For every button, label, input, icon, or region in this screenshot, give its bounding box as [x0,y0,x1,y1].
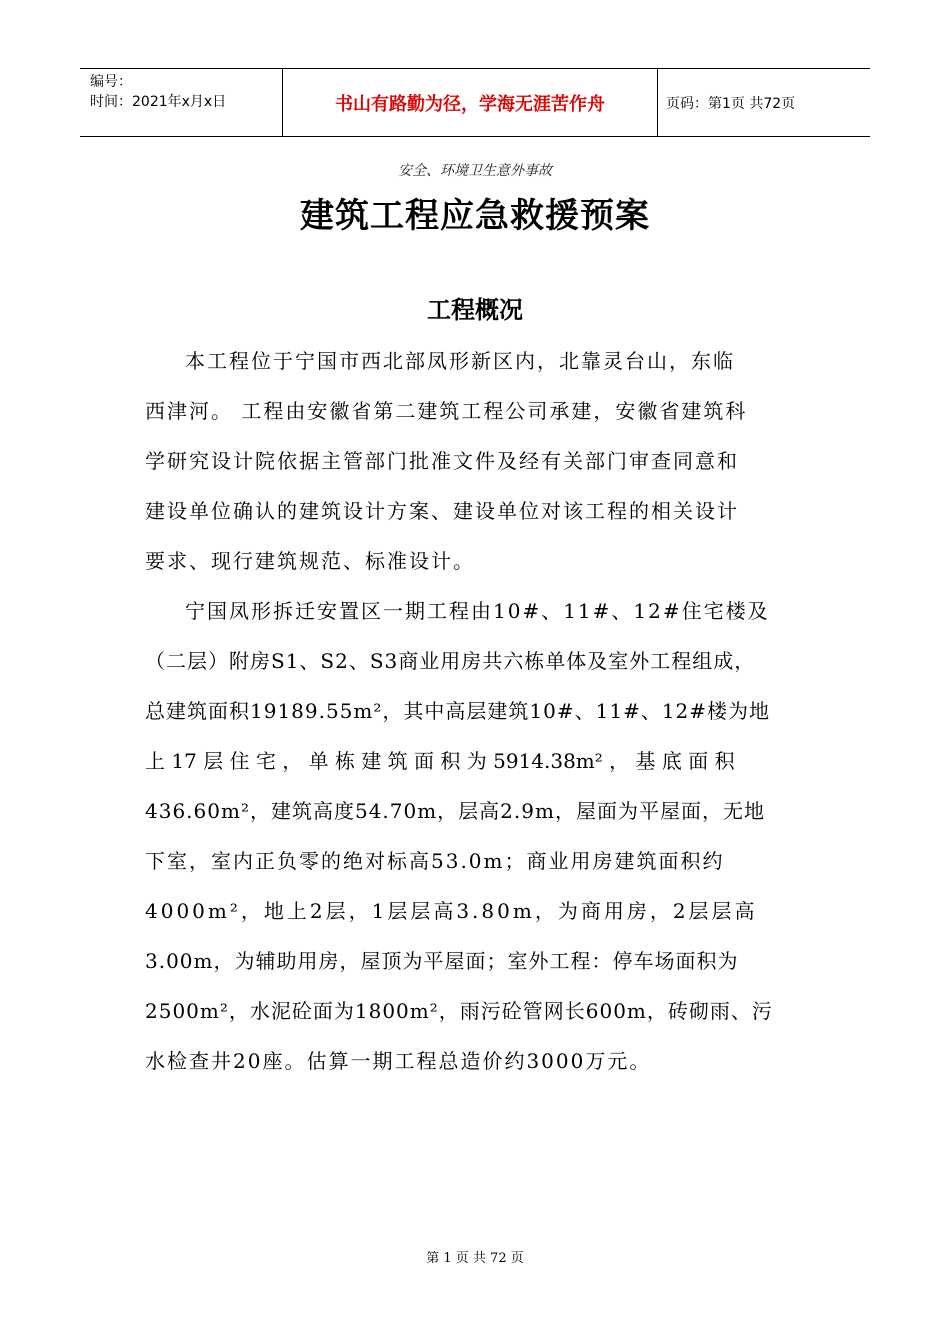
p2-line: 宁国凤形拆迁安置区一期工程由10#、11#、12#住宅楼及 [185,599,770,623]
p2-line: 4000m²，地上2层，1层层高3.80m，为商用房，2层层高 [145,899,758,923]
page-header [80,68,870,137]
number-label: 编号： [90,74,132,90]
header-meta [80,69,282,136]
p2-line: 下室，室内正负零的绝对标高53.0m；商业用房建筑面积约 [145,849,725,873]
p2-line: 总建筑面积19189.55m²，其中高层建筑10#、11#、12#楼为地 [145,699,771,723]
p2-line: 水检查井20座。估算一期工程总造价约3000万元。 [145,1049,652,1073]
header-motto: 书山有路勤为径，学海无涯苦作舟 [282,69,658,136]
p1-line: 学研究设计院依据主管部门批准文件及经有关部门审查同意和 [145,449,739,473]
p2-line: （二层）附房S1、S2、S3商业用房共六栋单体及室外工程组成， [145,649,756,673]
p2-line: 2500m²，水泥砼面为1800m²，雨污砼管网长600m，砖砌雨、污 [145,999,773,1023]
p1-line: 本工程位于宁国市西北部凤形新区内，北靠灵台山，东临 [185,349,735,373]
doc-subtitle: 安全、环境卫生意外事故 [398,163,552,179]
page-footer: 第 1 页 共 72 页 [426,1251,524,1266]
section-title: 工程概况 [427,296,523,324]
header-page-info: 页码：第1页 共72页 [666,95,796,112]
p2-line: 436.60m²，建筑高度54.70m，层高2.9m，屋面为平屋面，无地 [145,799,765,823]
time-label: 时间：2021年x月x日 [90,94,227,110]
p1-line: 要求、现行建筑规范、标准设计。 [145,549,475,573]
p2-line: 上 17 层 住 宅 ， 单 栋 建 筑 面 积 为 5914.38m² ， 基 底 面 积 [145,749,735,773]
doc-title: 建筑工程应急救援预案 [300,196,650,236]
p2-line: 3.00m，为辅助用房，屋顶为平屋面；室外工程：停车场面积为 [145,949,739,973]
p1-line: 西津河。 工程由安徽省第二建筑工程公司承建，安徽省建筑科 [145,399,748,423]
p1-line: 建设单位确认的建筑设计方案、建设单位对该工程的相关设计 [145,499,739,523]
